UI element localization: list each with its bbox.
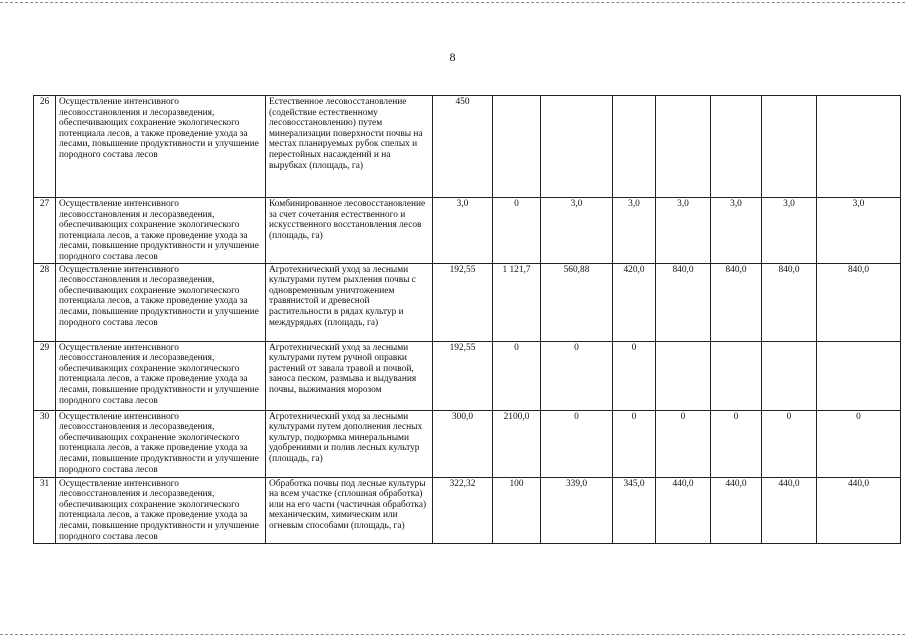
indicator-cell: Естественное лесовосстановление (содействие естественному лесовосстановлению) путем минерализации поверхности почвы на местах планируемых рубок спелых и перестойных насаждений и на вырубках (площадь, га) xyxy=(266,96,433,198)
value-cell xyxy=(762,341,817,410)
row-number: 29 xyxy=(34,341,56,410)
indicator-cell: Агротехнический уход за лесными культурами путем рыхления почвы с одновременным уничтожением травянистой и древесной растительности в рядах культур и междурядьях (площадь, га) xyxy=(266,263,433,341)
value-cell: 0 xyxy=(493,198,541,264)
value-cell: 339,0 xyxy=(541,477,613,543)
value-cell: 192,55 xyxy=(433,263,493,341)
value-cell xyxy=(541,96,613,198)
value-cell xyxy=(656,341,711,410)
value-cell: 0 xyxy=(541,341,613,410)
value-cell: 0 xyxy=(613,341,656,410)
value-cell: 440,0 xyxy=(711,477,762,543)
value-cell: 345,0 xyxy=(613,477,656,543)
value-cell: 3,0 xyxy=(762,198,817,264)
value-cell xyxy=(762,96,817,198)
value-cell: 840,0 xyxy=(711,263,762,341)
value-cell: 450 xyxy=(433,96,493,198)
program-table xyxy=(33,95,901,544)
row-number: 27 xyxy=(34,198,56,264)
row-number: 31 xyxy=(34,477,56,543)
table-row xyxy=(34,341,901,410)
value-cell: 100 xyxy=(493,477,541,543)
value-cell: 0 xyxy=(541,410,613,477)
value-cell: 0 xyxy=(656,410,711,477)
activity-cell: Осуществление интенсивного лесовосстановления и лесоразведения, обеспечивающих сохранение экологического потенциала лесов, а также проведение ухода за лесами, повышение продуктивности и улучшение породного состава лесов xyxy=(56,341,266,410)
value-cell: 440,0 xyxy=(762,477,817,543)
indicator-cell: Агротехнический уход за лесными культурами путем ручной оправки растений от завала травой и почвой, заноса песком, размыва и выдувания почвы, выжимания морозом xyxy=(266,341,433,410)
value-cell: 840,0 xyxy=(656,263,711,341)
value-cell: 3,0 xyxy=(711,198,762,264)
table-row xyxy=(34,410,901,477)
value-cell xyxy=(493,96,541,198)
value-cell: 440,0 xyxy=(817,477,901,543)
scan-edge-bottom xyxy=(0,634,905,635)
value-cell: 1 121,7 xyxy=(493,263,541,341)
value-cell: 322,32 xyxy=(433,477,493,543)
value-cell: 300,0 xyxy=(433,410,493,477)
row-number: 28 xyxy=(34,263,56,341)
value-cell: 3,0 xyxy=(817,198,901,264)
activity-cell: Осуществление интенсивного лесовосстановления и лесоразведения, обеспечивающих сохранение экологического потенциала лесов, а также проведение ухода за лесами, повышение продуктивности и улучшение породного состава лесов xyxy=(56,198,266,264)
value-cell: 840,0 xyxy=(817,263,901,341)
value-cell: 3,0 xyxy=(656,198,711,264)
value-cell: 3,0 xyxy=(613,198,656,264)
value-cell: 0 xyxy=(711,410,762,477)
value-cell xyxy=(711,96,762,198)
value-cell: 840,0 xyxy=(762,263,817,341)
table-row xyxy=(34,477,901,543)
table-row xyxy=(34,263,901,341)
value-cell: 440,0 xyxy=(656,477,711,543)
value-cell: 420,0 xyxy=(613,263,656,341)
value-cell: 0 xyxy=(493,341,541,410)
indicator-cell: Комбинированное лесовосстановление за счет сочетания естественного и искусственного восстановления лесов (площадь, га) xyxy=(266,198,433,264)
value-cell: 560,88 xyxy=(541,263,613,341)
page-number: 8 xyxy=(449,50,456,64)
activity-cell: Осуществление интенсивного лесовосстановления и лесоразведения, обеспечивающих сохранение экологического потенциала лесов, а также проведение ухода за лесами, повышение продуктивности и улучшение породного состава лесов xyxy=(56,263,266,341)
value-cell: 0 xyxy=(762,410,817,477)
row-number: 26 xyxy=(34,96,56,198)
value-cell: 192,55 xyxy=(433,341,493,410)
indicator-cell: Обработка почвы под лесные культуры на всем участке (сплошная обработка) или на его части (частичная обработка) механическим, химическим или огневым способами (площадь, га) xyxy=(266,477,433,543)
value-cell xyxy=(817,96,901,198)
value-cell: 0 xyxy=(817,410,901,477)
activity-cell: Осуществление интенсивного лесовосстановления и лесоразведения, обеспечивающих сохранение экологического потенциала лесов, а также проведение ухода за лесами, повышение продуктивности и улучшение породного состава лесов xyxy=(56,410,266,477)
activity-cell: Осуществление интенсивного лесовосстановления и лесоразведения, обеспечивающих сохранение экологического потенциала лесов, а также проведение ухода за лесами, повышение продуктивности и улучшение породного состава лесов xyxy=(56,96,266,198)
indicator-cell: Агротехнический уход за лесными культурами путем дополнения лесных культур, подкормка минеральными удобрениями и полив лесных культур (площадь, га) xyxy=(266,410,433,477)
activity-cell: Осуществление интенсивного лесовосстановления и лесоразведения, обеспечивающих сохранение экологического потенциала лесов, а также проведение ухода за лесами, повышение продуктивности и улучшение породного состава лесов xyxy=(56,477,266,543)
value-cell xyxy=(613,96,656,198)
value-cell xyxy=(817,341,901,410)
value-cell: 2100,0 xyxy=(493,410,541,477)
table-row xyxy=(34,198,901,264)
table-row xyxy=(34,96,901,198)
value-cell: 3,0 xyxy=(433,198,493,264)
row-number: 30 xyxy=(34,410,56,477)
scan-edge-top xyxy=(0,2,905,3)
value-cell xyxy=(711,341,762,410)
value-cell: 0 xyxy=(613,410,656,477)
value-cell: 3,0 xyxy=(541,198,613,264)
value-cell xyxy=(656,96,711,198)
